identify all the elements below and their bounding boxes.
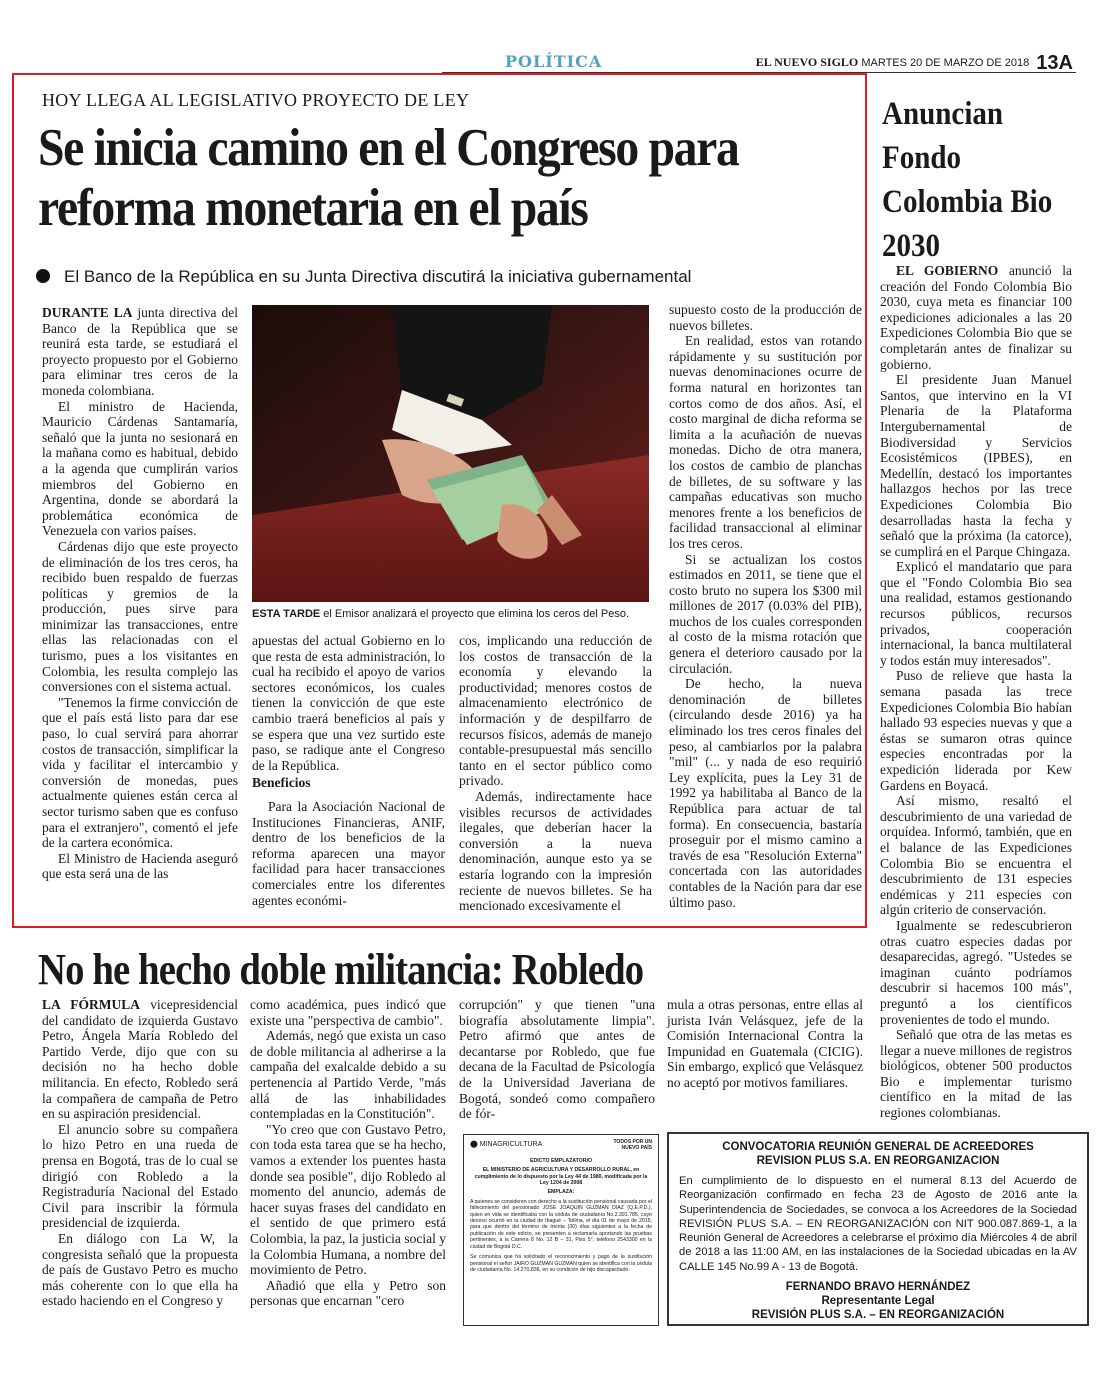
paragraph: como académica, pues indicó que existe una "perspectiva de cambio". [250,997,446,1028]
article-headline: Se inicia camino en el Congreso para reforma monetaria en el país [38,119,739,237]
second-article-headline: No he hecho doble militancia: Robledo [38,945,644,994]
caption-text: el Emisor analizará el proyecto que elimina los ceros del Peso. [320,608,630,620]
paragraph: El ministro de Hacienda, Mauricio Cárdenas Santamaría, señaló que la junta no sesionará en la mañana como es habitual, debido a la agenda que cumplirán varios miembros del Gobierno en Argentina, donde se abordará la problemática económica de Venezuela con varios países. [42,398,238,539]
paragraph: Además, negó que exista un caso de doble militancia al adherirse a la campaña del exalcalde debido a su pertenencia al Partido Verde, "más allá de las inhabilidades contempladas en la Constitución". [250,1028,446,1122]
sidebar-body [880,263,1072,1121]
article-deck [36,267,691,287]
paragraph: supuesto costo de la producción de nuevos billetes. [669,302,862,333]
paragraph: Añadió que ella y Petro son personas que encarnan "cero [250,1277,446,1309]
paragraph: "Yo creo que con Gustavo Petro, con toda esta tarea que se ha hecho, vamos a extender los puentes hasta donde sea posible", dijo Robledo al momento del anuncio, además de hacer suyas frases del candidato en el sentido de que primero está Colombia, la paz, la justicia social y la Colombia Humana, a nombre del movimiento de Petro. [250,1121,446,1278]
government-logo: TODOS POR UN NUEVO PAÍS [613,1139,652,1152]
article-column-4 [669,302,862,910]
article-photo [252,305,649,602]
paragraph: Así mismo, resaltó el descubrimiento de una variedad de orquídea. Informó, también, que en el balance de las Expediciones Colombia Bio se encuentra el descubrimiento de 131 especies endémicas y 211 especies con algún criterio de conservación. [880,793,1072,918]
lead-in: LA FÓRMULA [42,997,141,1012]
ad-title-2: REVISION PLUS S.A. EN REORGANIZACION [756,1155,1000,1167]
paragraph: Cárdenas dijo que este proyecto de eliminación de los tres ceros, ha recibido buen respaldo de fuerzas políticas y gremios de la producción, pues sirve para minimizar las transacciones, entre ellas las relacionadas con el turismo, pues a los visitantes en Colombia, les resulta complejo las conversiones con el sistema actual. [42,538,238,695]
ad-title-1: CONVOCATORIA REUNIÓN GENERAL DE ACREEDORES [722,1141,1034,1153]
ministry-logo: ⬤ MINAGRICULTURA [470,1141,543,1149]
second-article-column-2 [250,997,446,1309]
paragraph: Además, indirectamente hace visibles recursos de actividades ilegales, que deberían hacer la conversión a la nueva denominación, aunque esto ya se estaría logrando con la impresión reciente de nuevos billetes. Se ha mencionado excesivamente el [459,788,652,914]
second-article-column-1 [42,997,238,1309]
paragraph: De hecho, la nueva denominación de billetes (circulando desde 2016) ya ha eliminado los tres ceros finales del peso, al cambiarlos por la palabra "mil" (... y nada de eso requirió Ley explícita, pues la Ley 31 de 1992 ya habilitaba al Banco de la República para actuar de tal forma). En consecuencia, bastaría proseguir por el mismo camino a través de esa "Resolución Externa" concertada con las autoridades contables de la Nación para dar ese último paso. [669,676,862,910]
second-article-column-3 [459,997,655,1122]
deck-text: El Banco de la República en su Junta Directiva discutirá la iniciativa gubernamental [64,267,692,286]
paragraph: corrupción" y que tienen "una biografía absolutamente limpia". Petro afirmó que antes de decantarse por Robledo, que fue decana de la Facultad de Psicología de la Universidad Javeriana de Bogotá, sondeó como compañero de fór- [459,997,655,1122]
paragraph: En diálogo con La W, la congresista señaló que la propuesta de país de Gustavo Petro es mucho más coherente con lo que ella ha estado haciendo en el Congreso y [42,1230,238,1309]
masthead [756,52,1073,75]
ad-company: REVISIÓN PLUS S.A. – EN REORGANIZACIÓN [751,1309,1005,1322]
paragraph: El presidente Juan Manuel Santos, que intervino en la VI Plenaria de la Plataforma Intergubernamental de Biodiversidad y Servicios Ecosistémicos (IPBES), en Medellín, destacó los importantes hallazgos hechos por las trece Expediciones Colombia Bio desarrolladas hasta la fecha y señaló que la próxima (la catorce), se cumplirá en el Parque Chingaza. [880,372,1072,559]
legal-notice-ad [463,1134,659,1326]
paragraph: apuestas del actual Gobierno en lo que resta de esta administración, lo cual ha recibido el apoyo de varios sectores económicos, los cuales tienen la convicción de que este cambio traerá beneficios al país y se espera que una vez surtido este paso, se radique ante el Congreso de la República. [252,633,445,773]
paragraph: mula a otras personas, entre ellas al jurista Iván Velásquez, jefe de la Comisión Internacional Contra la Impunidad en Guatemala (CICIG). Sin embargo, explicó que Velásquez no aceptó por motivos familiares. [667,997,863,1090]
lead-in: EL GOBIERNO [896,263,999,278]
ministry-logo-text: MINAGRICULTURA [479,1141,543,1149]
paragraph: El anuncio sobre su compañera lo hizo Petro en una rueda de prensa en Bogotá, tras de lo cual se dirigió con Robledo a la Registraduría Nacional del Estado Civil para inscribir la fórmula presidencial de izquierda. [42,1121,238,1231]
section-tag: POLÍTICA [505,52,603,71]
paragraph: Si se actualizan los costos estimados en 2011, se tiene que el costo bruto no supera los $300 mil millones de 2017 (0.03% del PIB), muchos de los cuales corresponden al costo de la misma rotación que genera el deterioro causado por la circulación. [669,551,862,676]
article-kicker: HOY LLEGA AL LEGISLATIVO PROYECTO DE LEY [42,90,470,110]
ad-signer: FERNANDO BRAVO HERNÁNDEZ [785,1281,971,1294]
notice-emplaza: EMPLAZA: [547,1189,575,1196]
paper-name: EL NUEVO SIGLO [755,55,859,69]
article-column-1 [42,305,238,882]
money-counting-photo [252,305,649,602]
paragraph: vicepresidencial del candidato de izquierda Gustavo Petro, Ángela María Robledo del Partido Verde, dijo que con su decisión no ha hecho doble militancia. En efecto, Robledo será la compañera de campaña de Petro en su aspiración presidencial. [42,997,238,1122]
sidebar-headline: Anuncian Fondo Colombia Bio 2030 [882,96,1053,264]
article-column-2 [252,633,445,908]
ad-body: En cumplimiento de lo dispuesto en el numeral 8.13 del Acuerdo de Reorganización confirmado en fecha 23 de Agosto de 2016 ante la Superintendencia de Sociedades, se convoca a los Acreedores de la Sociedad REVISIÓN PLUS S.A. – EN REORGANIZACIÓN con NIT 900.087.869-1, a la Reunión General de Acreedores a celebrarse el próximo día Miércoles 4 de abril de 2018 a las 11:00 AM, en las instalaciones de la Sociedad ubicadas en la AV CALLE 145 No.99 A - 13 de Bogotá. [679,1175,1077,1273]
notice-title: EDICTO EMPLAZATORIO [530,1157,592,1164]
paragraph: Señaló que otra de las metas es llegar a nueve millones de registros biológicos, obtener 500 productos Bio e implementar turismo científico en la mitad de las regiones colombianas. [880,1027,1072,1121]
notice-subtitle: EL MINISTERIO DE AGRICULTURA Y DESARROLLO RURAL, en cumplimiento de lo dispuesto por la Ley 44 de 1980, modificada por la Ley 1204 de 2008 [474,1167,648,1187]
paragraph: El Ministro de Hacienda aseguró que esta será una de las [42,850,238,882]
page-number: 13A [1036,52,1073,74]
paragraph: En realidad, estos van rotando rápidamente y su sustitución por nuevas denominaciones ocurre de forma natural en horizontes tan cortos como de dos años. Así, el costo marginal de dicha reforma se limita a la acuñación de nuevas monedas. Dicho de otra manera, los costos de cambio de planchas de billetes, de su software y las campañas educativas son mucho menores frente a los beneficios de facilidad transaccional al eliminar los tres ceros. [669,333,862,551]
paragraph: Explicó el mandatario que para que el "Fondo Colombia Bio sea una realidad, estamos gestionando recursos públicos, recursos privados, cooperación internacional, la banca multilateral y todos están muy interesados". [880,559,1072,668]
second-article-column-4 [667,997,863,1091]
caption-lead: ESTA TARDE [252,608,321,620]
issue-date: MARTES 20 DE MARZO DE 2018 [861,57,1030,69]
paragraph: cos, implicando una reducción de los costos de transacción de la economía y elevando la productividad; menores costos de almacenamiento electrónico de información y de despilfarro de recursos físicos, además de manejo contable-presupuestal más sencillo tanto en el sector público como privado. [459,633,652,789]
paragraph: Igualmente se redescubrieron otras cuatro especies dadas por desaparecidas, agregó. "Ustedes se imaginan cuánto podríamos descubrir si hacemos 100 más", preguntó a los científicos provenientes de todo el mundo. [880,917,1072,1027]
subhead: Beneficios [252,775,311,791]
photo-caption [252,608,652,620]
notice-footer: Se comunica que ha solicitado el reconocimiento y pago de la sustitución pensional el señor JAIRO GUZMAN GUZMAN quien se identifica con la cédula de ciudadanía No. 14.270.836, en su condición de hijo discapacitado. [470,1254,652,1273]
notice-body: A quienes se consideren con derecho a la sustitución pensional causada por el fallecimiento del pensionado JOSE JOAQUIN GUZMAN DIAZ (Q.E.P.D.), quien en vida se identificaba con la cédula de ciudadanía No.2.391.785, cuyo deceso ocurrió en la ciudad de Ibagué – Tolima, el día 01 de mayo de 2015, para que dentro del término de treinta (30) días siguientes a la fecha de publicación de este edicto, se presenten a reclamarla aportando las pruebas pertinentes, a la Carrera 8 No. 12 B – 31, Piso 5°, teléfono 2543300 en la ciudad de Bogotá D.C. [470,1198,652,1250]
article-column-3 [459,633,652,914]
paragraph: Puso de relieve que hasta la semana pasada las trece Expediciones Colombia Bio habían hallado 93 especies nuevas y que a éstas se sumaron otras quince especies encontradas por la expedición liderada por Kew Gardens en Boyacá. [880,668,1072,793]
paragraph: junta directiva del Banco de la República que se reunirá esta tarde, se estudiará el proyecto propuesto por el Gobierno para eliminar tres ceros de la moneda colombiana. [42,305,238,398]
ad-role: Representante Legal [821,1295,935,1308]
paragraph: "Tenemos la firme convicción de que el país está listo para dar ese paso, lo cual servirá para ahorrar costos de transacción, simplificar la vida y facilitar el intercambio y conversión de monedas, pues actualmente quienes están cerca al sector turismo saben que es confuso para el extranjero", comentó el jefe de la cartera económica. [42,694,238,851]
bullet-icon [36,269,50,283]
paragraph: anunció la creación del Fondo Colombia Bio 2030, cuya meta es financiar 100 expediciones adicionales a las 20 Expediciones Colombia Bio que se completarán antes de finalizar su gobierno. [880,263,1073,372]
paragraph: Para la Asociación Nacional de Instituciones Financieras, ANIF, dentro de los beneficios de la reforma aparecen una mayor facilidad para hacer transacciones comerciales entre los diferentes agentes económi- [252,798,445,908]
lead-in: DURANTE LA [42,305,133,320]
creditors-meeting-ad [667,1132,1089,1326]
